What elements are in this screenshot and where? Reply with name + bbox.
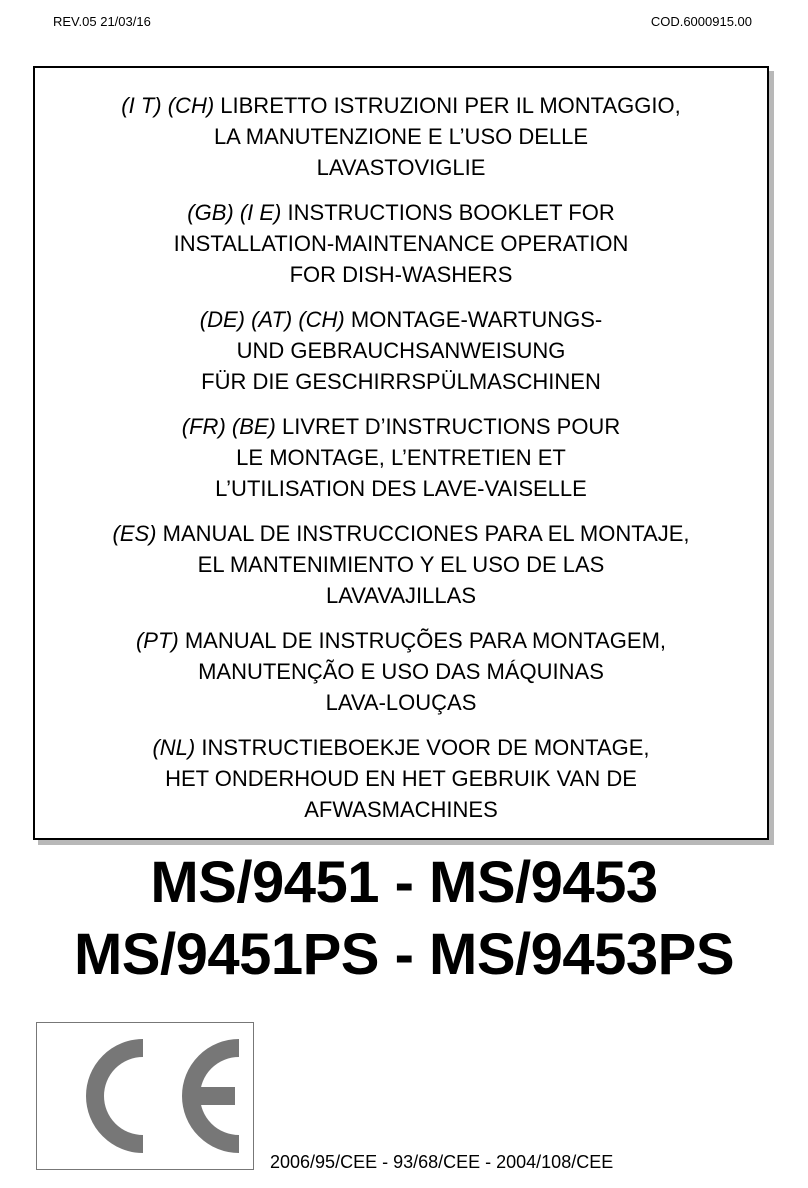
lang-line	[35, 411, 767, 442]
lang-block-de	[35, 304, 767, 397]
lang-block-es	[35, 518, 767, 611]
lang-line: FÜR DIE GESCHIRRSPÜLMASCHINEN	[201, 369, 601, 394]
lang-text: INSTRUCTIEBOEKJE VOOR DE MONTAGE,	[201, 735, 650, 760]
title-list	[35, 90, 767, 839]
lang-block-pt	[35, 625, 767, 718]
lang-block-nl	[35, 732, 767, 825]
lang-line: LAVAVAJILLAS	[325, 583, 476, 608]
header-revision: REV.05 21/03/16	[53, 14, 151, 29]
lang-line: L’UTILISATION DES LAVE-VAISELLE	[215, 476, 587, 501]
model-line-1: MS/9451 - MS/9453	[150, 850, 658, 915]
lang-block-gb	[35, 197, 767, 290]
header-code: COD.6000915.00	[650, 14, 752, 29]
lang-line	[35, 518, 767, 549]
lang-text: MANUAL DE INSTRUÇÕES PARA MONTAGEM,	[184, 628, 667, 653]
ce-mark-icon	[37, 1023, 253, 1169]
lang-line: HET ONDERHOUD EN HET GEBRUIK VAN DE	[165, 766, 637, 791]
lang-line: MANUTENÇÃO E USO DAS MÁQUINAS	[198, 659, 604, 684]
lang-line: EL MANTENIMIENTO Y EL USO DE LAS	[197, 552, 605, 577]
lang-line: FOR DISH-WASHERS	[289, 262, 513, 287]
lang-block-it	[35, 90, 767, 183]
lang-text: INSTRUCTIONS BOOKLET FOR	[287, 200, 615, 225]
lang-codes: (GB) (I E)	[187, 200, 282, 225]
lang-codes: (PT)	[135, 628, 179, 653]
lang-line	[35, 197, 767, 228]
lang-text: LIBRETTO ISTRUZIONI PER IL MONTAGGIO,	[220, 93, 681, 118]
lang-line	[35, 625, 767, 656]
lang-text: LIVRET D’INSTRUCTIONS POUR	[282, 414, 621, 439]
directives-text: 2006/95/CEE - 93/68/CEE - 2004/108/CEE	[270, 1152, 614, 1172]
lang-line: AFWASMACHINES	[304, 797, 498, 822]
lang-line: LE MONTAGE, L’ENTRETIEN ET	[236, 445, 566, 470]
lang-codes: (FR) (BE)	[181, 414, 276, 439]
lang-block-fr	[35, 411, 767, 504]
lang-line: LAVASTOVIGLIE	[316, 155, 486, 180]
ce-mark-box	[36, 1022, 254, 1170]
lang-codes: (ES)	[112, 521, 157, 546]
lang-line	[35, 304, 767, 335]
lang-line	[35, 90, 767, 121]
lang-line: INSTALLATION-MAINTENANCE OPERATION	[173, 231, 629, 256]
lang-line	[35, 732, 767, 763]
lang-line: LA MANUTENZIONE E L’USO DELLE	[213, 124, 589, 149]
lang-text: MANUAL DE INSTRUCCIONES PARA EL MONTAJE,	[162, 521, 690, 546]
lang-text: MONTAGE-WARTUNGS-	[350, 307, 603, 332]
lang-codes: (DE) (AT) (CH)	[199, 307, 345, 332]
lang-codes: (I T) (CH)	[121, 93, 215, 118]
model-line-2: MS/9451PS - MS/9453PS	[73, 922, 735, 987]
lang-line: UND GEBRAUCHSANWEISUNG	[236, 338, 566, 363]
title-box	[33, 66, 769, 840]
lang-codes: (NL)	[152, 735, 196, 760]
lang-line: LAVA-LOUÇAS	[325, 690, 477, 715]
